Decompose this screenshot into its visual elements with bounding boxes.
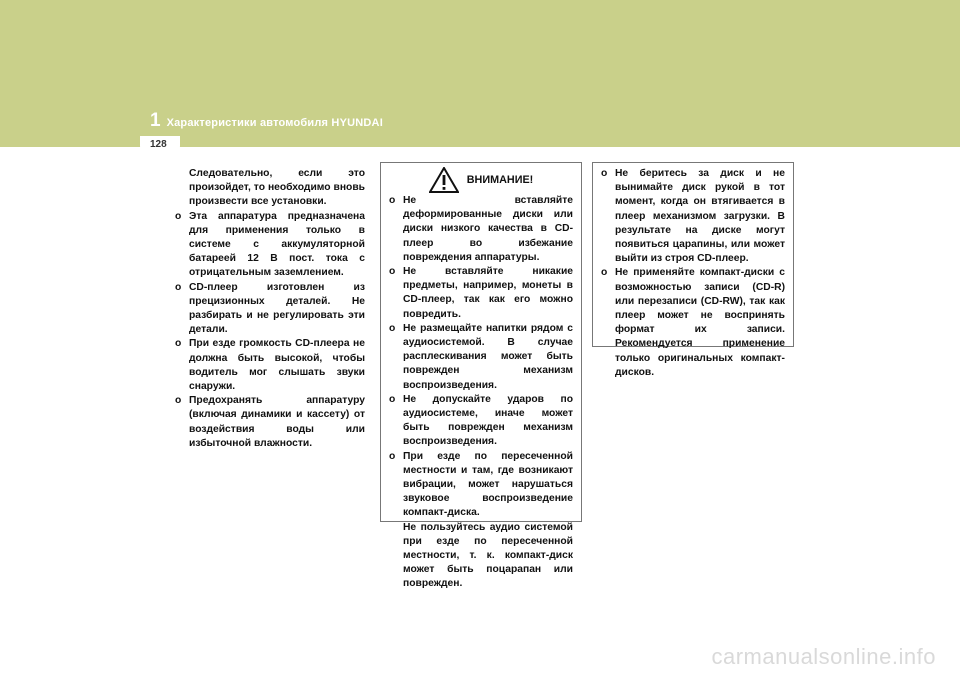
bullet-marker: o bbox=[389, 266, 396, 278]
warning-title: ВНИМАНИЕ! bbox=[466, 173, 534, 186]
warning-continuation: Не пользуйтесь аудио системой при езде по пересеченной местности, т. к. компакт-диск может быть поцарапан или поврежден. bbox=[403, 521, 573, 590]
list-item: o Не беритесь за диск и не вынимайте диск рукой в тот момент, когда он втягивается в плеер механизмом загрузки. В результате на диске могут появиться царапины, или может выйти из строя CD-плеер. bbox=[601, 168, 785, 265]
warning-bullet-list bbox=[389, 194, 573, 521]
list-item: o CD-плеер изготовлен из прецизионных деталей. Не разбирать и не регулировать эти детали. bbox=[175, 281, 365, 336]
chapter-number: 1 bbox=[150, 110, 161, 131]
bullet-marker: o bbox=[389, 322, 396, 334]
warning-header bbox=[389, 167, 573, 193]
list-item: o Не вставляйте никакие предметы, например, монеты в CD-плеер, так как его можно повредить. bbox=[389, 266, 573, 320]
warning-triangle-icon bbox=[429, 167, 459, 193]
bullet-marker: o bbox=[389, 450, 396, 462]
bullet-marker: o bbox=[175, 338, 182, 350]
bullet-marker: o bbox=[175, 210, 182, 222]
warning-box bbox=[380, 162, 582, 590]
bullet-marker: o bbox=[175, 395, 182, 407]
list-item: o Предохранять аппаратуру (включая динамики и кассету) от воздействия воды или избыточной влажности. bbox=[175, 395, 365, 449]
list-item: o Эта аппаратура предназначена для применения только в системе с аккумуляторной батареей 12 В пост. тока с отрицательным заземлением. bbox=[175, 210, 365, 279]
lead-paragraph: Следовательно, если это произойдет, то необходимо вновь произвести все установки. bbox=[189, 168, 365, 208]
header-band bbox=[0, 0, 960, 147]
list-item: o При езде по пересеченной местности и там, где возникают вибрации, может нарушаться звуковое воспроизведение компакт-диска. bbox=[389, 450, 573, 519]
list-item: o Не применяйте компакт-диски с возможностью записи (CD-R) или перезаписи (CD-RW), так как плеер может не воспринять формат их записи. Рекомендуется применение только оригинальных компакт-дисков. bbox=[601, 267, 785, 378]
chapter-heading bbox=[150, 110, 383, 132]
watermark: carmanualsonline.info bbox=[711, 644, 936, 669]
page-number: 128 bbox=[150, 139, 167, 150]
note-bullet-list bbox=[601, 167, 785, 380]
list-item: o Не вставляйте деформированные диски или диски низкого качества в CD-плеер во избежание повреждения аппаратуры. bbox=[389, 195, 573, 263]
list-item: o Не допускайте ударов по аудиосистеме, иначе может быть поврежден механизм воспроизведения. bbox=[389, 393, 573, 448]
bullet-marker: o bbox=[601, 267, 608, 279]
list-item: o Не размещайте напитки рядом с аудиосистемой. В случае расплескивания может быть поврежден механизм воспроизведения. bbox=[389, 322, 573, 391]
note-box bbox=[592, 162, 794, 378]
list-item: o При езде громкость CD-плеера не должна быть высокой, чтобы водитель мог слышать звуки снаружи. bbox=[175, 338, 365, 393]
bullet-marker: o bbox=[175, 281, 182, 293]
left-column bbox=[175, 167, 365, 451]
bullet-marker: o bbox=[389, 195, 396, 206]
left-bullet-list bbox=[175, 210, 365, 451]
bullet-marker: o bbox=[601, 168, 608, 179]
chapter-title: Характеристики автомобиля HYUNDAI bbox=[166, 117, 383, 129]
bullet-marker: o bbox=[389, 393, 396, 405]
